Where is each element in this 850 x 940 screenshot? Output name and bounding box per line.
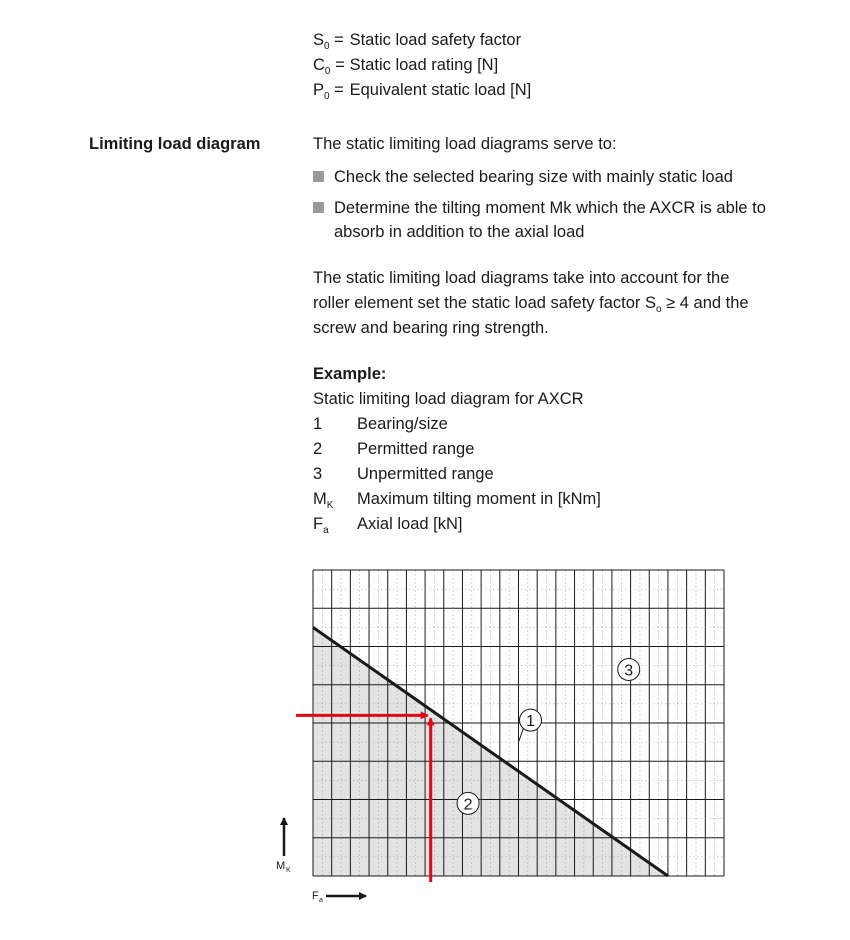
formula-legend-text: Static load safety factor	[349, 31, 522, 49]
example-caption: Static limiting load diagram for AXCR	[313, 390, 584, 408]
paragraph-line-3: screw and bearing ring strength.	[313, 319, 549, 337]
callout-label: 3	[624, 662, 634, 680]
callout-label: 1	[526, 713, 535, 731]
formula-legend-s0: $S_0$ = Static load safety factor	[313, 31, 522, 52]
section-intro: The static limiting load diagrams serve to:	[313, 135, 617, 153]
bullet-2-text-line2: absorb in addition to the axial load	[334, 223, 585, 241]
bullet-2-text-line1: Determine the tilting moment Mk which the AXCR is able to	[334, 199, 766, 217]
x-axis-label-sub: a	[319, 897, 323, 904]
section-heading: Limiting load diagram	[89, 135, 261, 153]
formula-legend-text: Equivalent static load [N]	[349, 81, 532, 99]
example-title: Example:	[313, 365, 387, 383]
callout-label: 2	[463, 796, 473, 814]
formula-legend-c0: $C_0$ = Static load rating [N]	[313, 56, 499, 77]
y-axis-label-sub: K	[286, 867, 291, 874]
formula-legend-p0: $P_0$ = Equivalent static load [N]	[313, 81, 532, 102]
paragraph-line-2: roller element set the static load safety factor $S_o \ge 4$ and the	[313, 294, 749, 315]
bullet-1-text: Check the selected bearing size with mainly static load	[334, 168, 733, 186]
formula-legend-text: Static load rating [N]	[349, 56, 499, 74]
paragraph-line-1: The static limiting load diagrams take into account for the	[313, 269, 730, 287]
callout-leader	[519, 728, 524, 742]
y-axis-label: M	[276, 860, 286, 872]
x-axis-label: F	[312, 890, 319, 902]
